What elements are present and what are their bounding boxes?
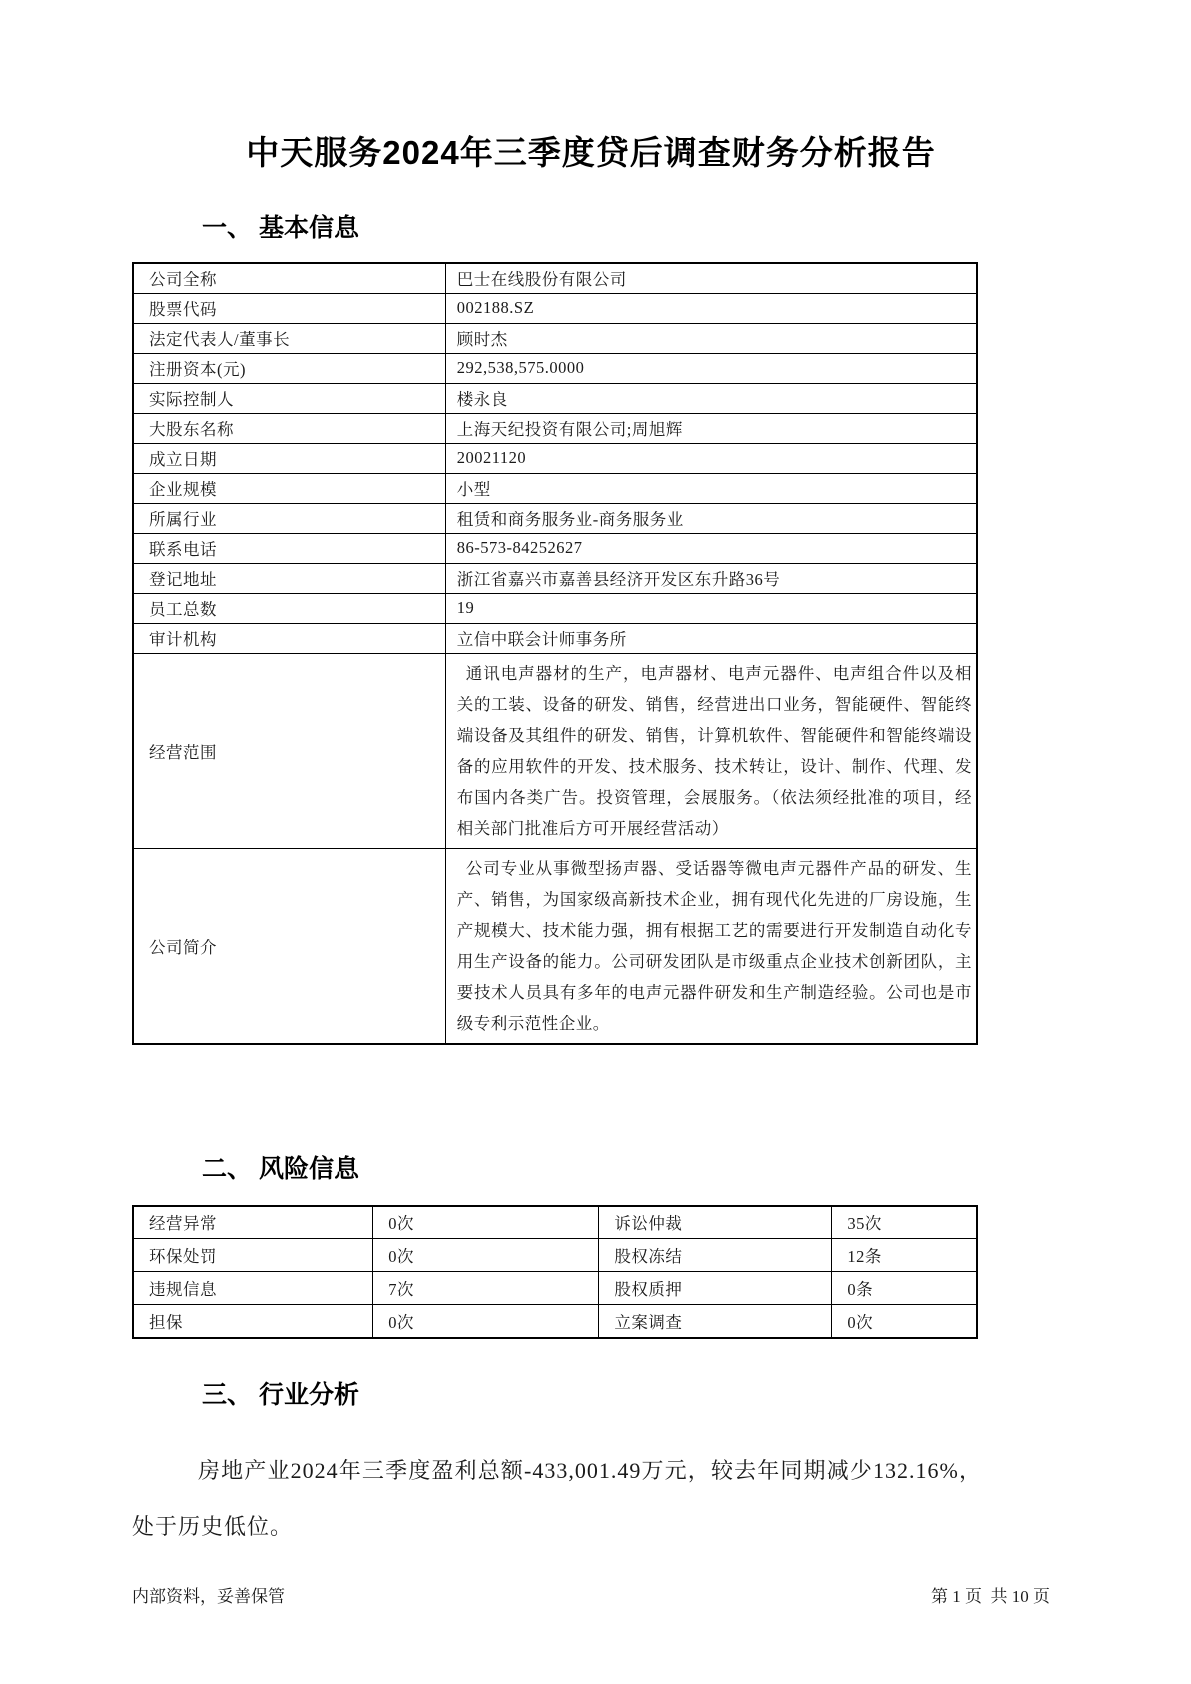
field-value: 002188.SZ <box>445 293 977 323</box>
field-value: 86-573-84252627 <box>445 533 977 563</box>
risk-value: 0次 <box>373 1239 599 1272</box>
risk-label: 担保 <box>133 1305 373 1338</box>
table-row <box>133 1305 977 1338</box>
field-label: 成立日期 <box>133 443 445 473</box>
section-heading-basic-info: 一、 基本信息 <box>202 214 359 242</box>
table-row <box>133 413 977 443</box>
risk-label: 违规信息 <box>133 1272 373 1305</box>
field-value: 浙江省嘉兴市嘉善县经济开发区东升路36号 <box>445 563 977 593</box>
table-row <box>133 593 977 623</box>
field-value: 20021120 <box>445 443 977 473</box>
table-row <box>133 1206 977 1239</box>
field-label: 大股东名称 <box>133 413 445 443</box>
risk-value: 0条 <box>832 1272 977 1305</box>
field-label: 公司全称 <box>133 263 445 293</box>
risk-label: 环保处罚 <box>133 1239 373 1272</box>
risk-value: 0次 <box>373 1305 599 1338</box>
footer-confidential-note: 内部资料，妥善保管 <box>132 1587 285 1606</box>
footer-page-number: 第 1 页 共 10 页 <box>931 1587 1050 1606</box>
table-row <box>133 293 977 323</box>
table-row-company-profile <box>133 848 977 1044</box>
section-heading-industry-analysis: 三、 行业分析 <box>202 1380 359 1409</box>
field-label: 经营范围 <box>133 653 445 848</box>
field-value: 顾时杰 <box>445 323 977 353</box>
risk-value: 7次 <box>373 1272 599 1305</box>
table-row <box>133 1272 977 1305</box>
field-value: 巴士在线股份有限公司 <box>445 263 977 293</box>
table-row <box>133 263 977 293</box>
industry-analysis-paragraph: 房地产业2024年三季度盈利总额-433,001.49万元，较去年同期减少132.16%，处于历史低位。 <box>132 1457 982 1539</box>
document-title: 中天服务2024年三季度贷后调查财务分析报告 <box>246 134 936 171</box>
field-value: 通讯电声器材的生产，电声器材、电声元器件、电声组合件以及相关的工装、设备的研发、销售，经营进出口业务，智能硬件、智能终端设备及其组件的研发、销售，计算机软件、智能硬件和智能终端设备的应用软件的开发、技术服务、技术转让，设计、制作、代理、发布国内各类广告。投资管理，会展服务。（依法须经批准的项目，经相关部门批准后方可开展经营活动） <box>445 653 977 848</box>
table-row <box>133 1239 977 1272</box>
risk-value: 12条 <box>832 1239 977 1272</box>
field-label: 注册资本(元) <box>133 353 445 383</box>
risk-value: 35次 <box>832 1206 977 1239</box>
risk-info-table <box>132 1205 978 1339</box>
table-row-business-scope <box>133 653 977 848</box>
field-value: 公司专业从事微型扬声器、受话器等微电声元器件产品的研发、生产、销售，为国家级高新技术企业，拥有现代化先进的厂房设施，生产规模大、技术能力强，拥有根据工艺的需要进行开发制造自动化专用生产设备的能力。公司研发团队是市级重点企业技术创新团队，主要技术人员具有多年的电声元器件研发和生产制造经验。公司也是市级专利示范性企业。 <box>445 848 977 1044</box>
table-row <box>133 353 977 383</box>
basic-info-table <box>132 262 978 1045</box>
field-value: 上海天纪投资有限公司;周旭辉 <box>445 413 977 443</box>
table-row <box>133 443 977 473</box>
table-row <box>133 473 977 503</box>
field-value: 租赁和商务服务业-商务服务业 <box>445 503 977 533</box>
table-row <box>133 623 977 653</box>
table-row <box>133 503 977 533</box>
field-label: 公司简介 <box>133 848 445 1044</box>
field-label: 登记地址 <box>133 563 445 593</box>
table-row <box>133 563 977 593</box>
risk-label: 诉讼仲裁 <box>599 1206 832 1239</box>
field-label: 实际控制人 <box>133 383 445 413</box>
field-value: 19 <box>445 593 977 623</box>
field-label: 股票代码 <box>133 293 445 323</box>
table-row <box>133 383 977 413</box>
field-label: 企业规模 <box>133 473 445 503</box>
field-value: 小型 <box>445 473 977 503</box>
field-label: 审计机构 <box>133 623 445 653</box>
field-label: 联系电话 <box>133 533 445 563</box>
field-value: 292,538,575.0000 <box>445 353 977 383</box>
section-heading-risk-info: 二、 风险信息 <box>202 1154 359 1183</box>
risk-label: 经营异常 <box>133 1206 373 1239</box>
risk-label: 股权质押 <box>599 1272 832 1305</box>
field-value: 立信中联会计师事务所 <box>445 623 977 653</box>
field-label: 所属行业 <box>133 503 445 533</box>
risk-label: 立案调查 <box>599 1305 832 1338</box>
field-value: 楼永良 <box>445 383 977 413</box>
risk-value: 0次 <box>373 1206 599 1239</box>
table-row <box>133 323 977 353</box>
page-footer <box>132 1582 1050 1607</box>
risk-label: 股权冻结 <box>599 1239 832 1272</box>
field-label: 法定代表人/董事长 <box>133 323 445 353</box>
page-content <box>132 0 1050 1555</box>
table-row <box>133 533 977 563</box>
risk-value: 0次 <box>832 1305 977 1338</box>
field-label: 员工总数 <box>133 593 445 623</box>
